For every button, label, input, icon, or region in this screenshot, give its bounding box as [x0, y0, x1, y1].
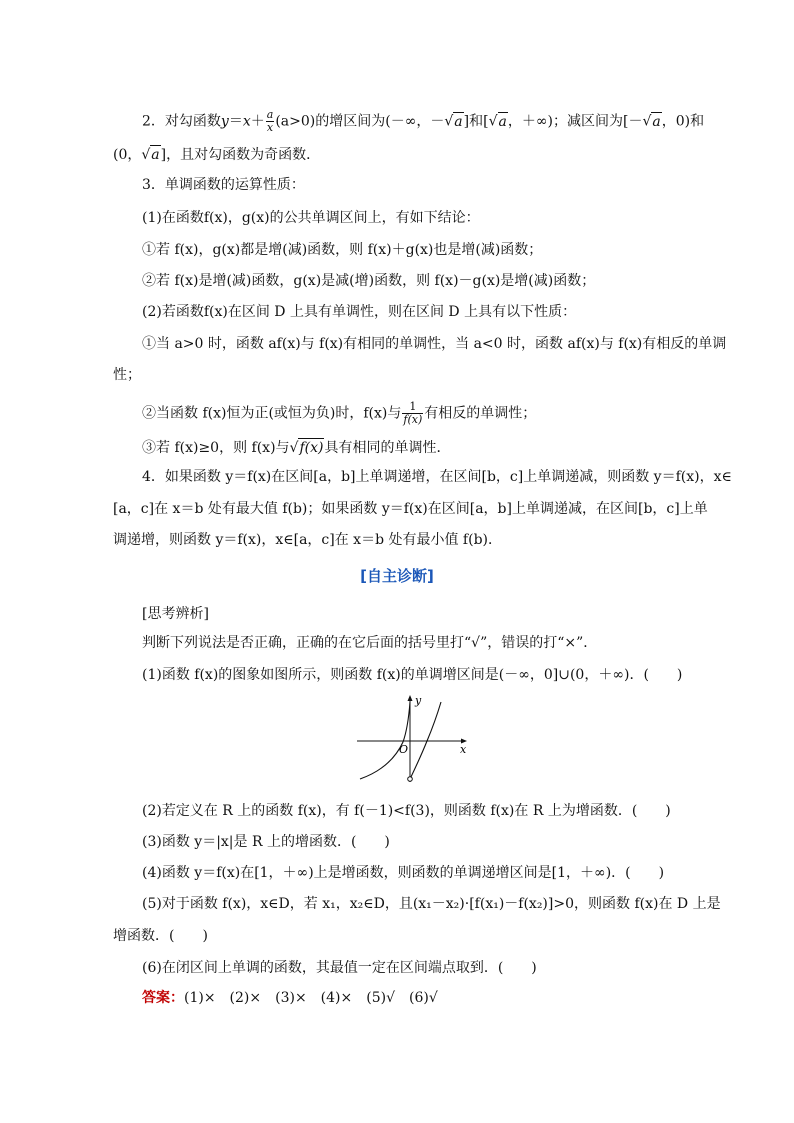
- text: ]，且对勾函数为奇函数．: [160, 147, 321, 163]
- question-1: (1)函数 f(x)的图象如图所示，则函数 f(x)的单调增区间是(－∞，0]∪(0，＋∞)．( ): [142, 667, 683, 683]
- text: ＝: [228, 113, 243, 130]
- fraction-numerator: a: [266, 108, 274, 121]
- text: 2．对勾函数: [142, 113, 221, 130]
- sqrt-a: a: [151, 147, 160, 163]
- fraction-a-over-x: [266, 109, 275, 134]
- item3-s2a-line1: ①当 a>0 时，函数 af(x)与 f(x)有相同的单调性，当 a<0 时，函数 af(x)与 f(x)有相反的单调: [142, 336, 727, 352]
- text: 有相反的单调性；: [424, 405, 537, 422]
- function-graph: [355, 690, 475, 785]
- item4-line2: [a，c]在 x＝b 处有最大值 f(b)；如果函数 y＝f(x)在区间[a，b]上单调递减，在区间[b，c]上单: [113, 501, 708, 517]
- item4-line3: 调递增，则函数 y＝f(x)，x∈[a，c]在 x＝b 处有最小值 f(b)．: [113, 532, 503, 548]
- question-5-line2: 增函数．( ): [113, 928, 208, 944]
- item3-s1a: ①若 f(x)，g(x)都是增(减)函数，则 f(x)＋g(x)也是增(减)函数；: [142, 242, 543, 258]
- fraction-one-over-fx: [402, 401, 423, 426]
- section-title: [自主诊断]: [360, 567, 434, 585]
- var-y: y: [220, 113, 229, 130]
- open-endpoint: [408, 777, 413, 782]
- think-intro: 判断下列说法是否正确，正确的在它后面的括号里打“√”，错误的打“×”．: [142, 635, 598, 651]
- text: ，0)和: [661, 113, 705, 130]
- item3-s1: (1)在函数f(x)，g(x)的公共单调区间上，有如下结论：: [142, 210, 480, 226]
- condition: (a>0): [275, 113, 316, 130]
- sqrt-fx: f(x): [299, 440, 324, 456]
- item3-s2c: ③若 f(x)≥0，则 f(x)与√f(x)具有相同的单调性．: [142, 440, 451, 456]
- item2-line2: (0，√a]，且对勾函数为奇函数．: [113, 147, 321, 163]
- text: (0，: [113, 147, 142, 163]
- item3-s2a-line2: 性；: [113, 367, 141, 383]
- item3-s2: (2)若函数f(x)在区间 D 上具有单调性，则在区间 D 上具有以下性质：: [142, 304, 577, 320]
- item4-line1: 4．如果函数 y＝f(x)在区间[a，b]上单调递增，在区间[b，c]上单调递减，则函数 y＝f(x)，x∈: [142, 469, 732, 485]
- text: ，＋∞)；减区间为[－: [507, 113, 643, 130]
- answer-label: 答案：: [142, 990, 184, 1006]
- y-axis-arrow: [408, 695, 413, 701]
- text: 的增区间为(－∞，－: [315, 113, 445, 130]
- question-6: (6)在闭区间上单调的函数，其最值一定在区间端点取到．( ): [142, 960, 537, 976]
- sqrt-a: a: [454, 113, 463, 130]
- sqrt-a: a: [498, 113, 507, 130]
- item3-title: 3．单调函数的运算性质：: [142, 177, 305, 193]
- item3-s2b: [142, 401, 536, 426]
- answer-line: [142, 989, 438, 1007]
- y-axis-label: y: [415, 694, 422, 707]
- x-axis-label: x: [460, 743, 467, 756]
- origin-label: O: [399, 743, 409, 756]
- item2-line1: 2．对勾函数y＝x＋ $\frac{a}{x}$ (a>0)的增区间为(－∞，－√a]和[√a，＋∞)；减区间为[－√a，0)和: [142, 108, 705, 134]
- text: 具有相同的单调性．: [324, 440, 451, 456]
- fraction-numerator: 1: [402, 401, 423, 414]
- item3-s1b: ②若 f(x)是增(减)函数，g(x)是减(增)函数，则 f(x)－g(x)是增(减)函数；: [142, 273, 596, 289]
- text: ③若 f(x)≥0，则 f(x)与: [142, 440, 290, 456]
- question-5-line1: (5)对于函数 f(x)，x∈D，若 x₁，x₂∈D，且(x₁－x₂)·[f(x₁)－f(x₂)]>0，则函数 f(x)在 D 上是: [142, 896, 721, 912]
- think-tag: [思考辨析]: [142, 606, 209, 622]
- question-3: (3)函数 y＝|x|是 R 上的增函数．( ): [142, 834, 390, 850]
- question-4: (4)函数 y＝f(x)在[1，＋∞)上是增函数，则函数的单调递增区间是[1，＋∞)．( ): [142, 865, 665, 881]
- question-2: (2)若定义在 R 上的函数 f(x)，有 f(－1)<f(3)，则函数 f(x)在 R 上为增函数．( ): [142, 803, 671, 819]
- fraction-denominator: x: [266, 121, 274, 134]
- text: ＋: [250, 113, 265, 130]
- fraction-denominator: f(x): [403, 413, 423, 426]
- var-x: x: [242, 113, 251, 130]
- sqrt-a: a: [652, 113, 661, 130]
- text: ]和[: [463, 113, 489, 130]
- text: ②当函数 f(x)恒为正(或恒为负)时，f(x)与: [142, 405, 402, 422]
- answer-text: (1)× (2)× (3)× (4)× (5)√ (6)√: [184, 990, 438, 1006]
